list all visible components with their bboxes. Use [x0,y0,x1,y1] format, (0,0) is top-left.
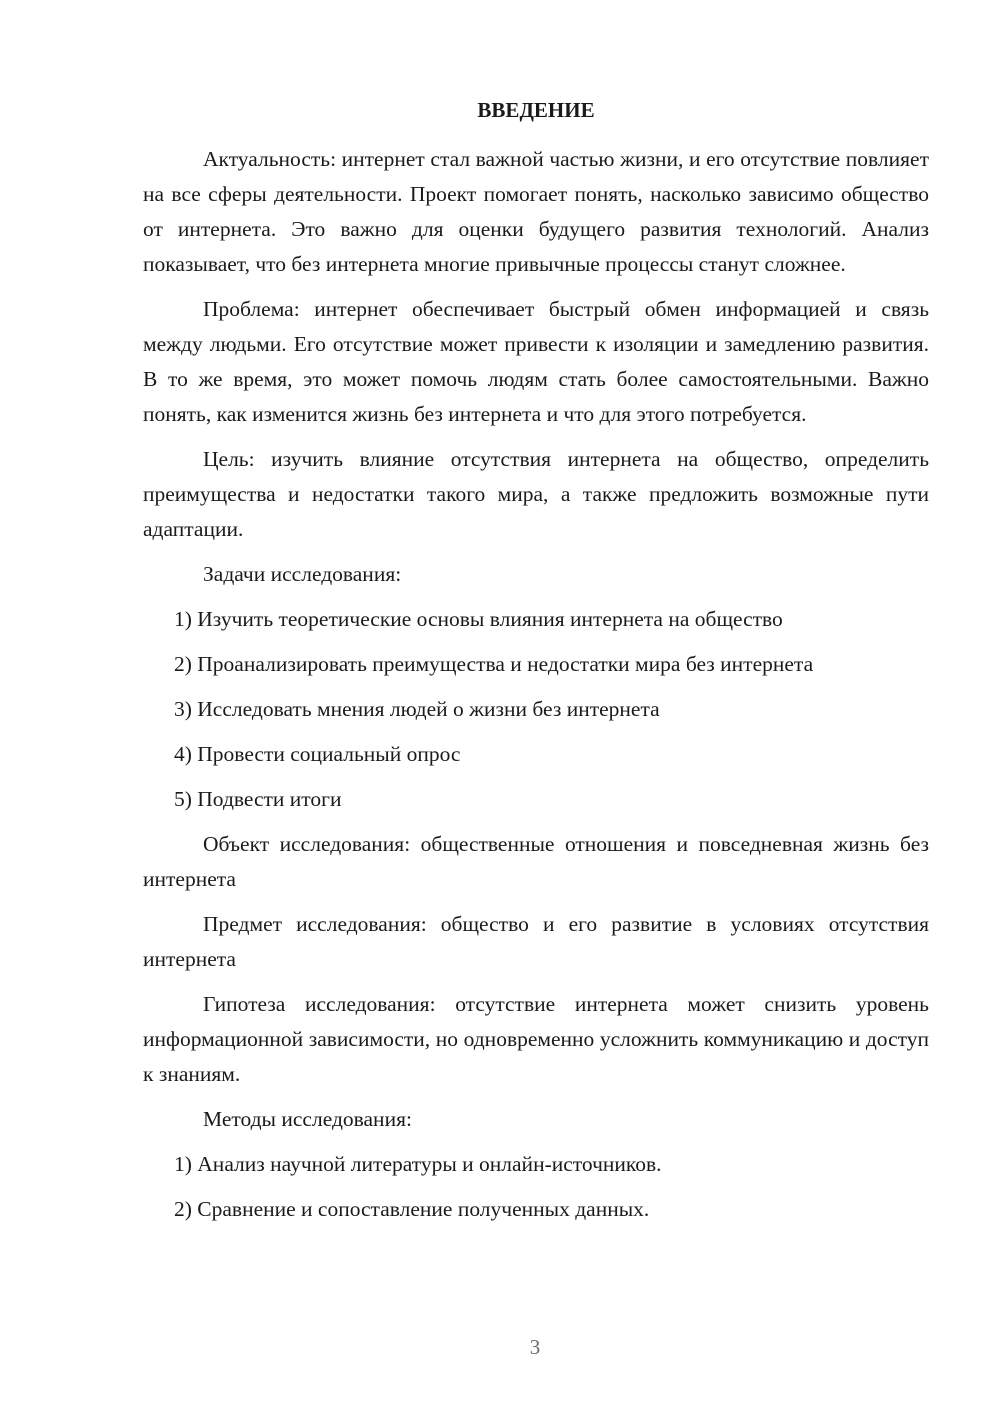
object-paragraph: Объект исследования: общественные отношения и повседневная жизнь без интернета [143,832,929,891]
hypothesis-paragraph: Гипотеза исследования: отсутствие интернета может снизить уровень информационной зависимости, но одновременно усложнить коммуникацию и доступ к знаниям. [143,992,929,1086]
task-item: 5) Подвести итоги [174,787,342,811]
problem-paragraph: Проблема: интернет обеспечивает быстрый обмен информацией и связь между людьми. Его отсутствие может привести к изоляции и замедлению развития. В то же время, это может помочь людям стать более самостоятельными. Важно понять, как изменится жизнь без интернета и что для этого потребуется. [143,297,929,426]
subject-paragraph: Предмет исследования: общество и его развитие в условиях отсутствия интернета [143,912,929,971]
relevance-paragraph: Актуальность: интернет стал важной частью жизни, и его отсутствие повлияет на все сферы деятельности. Проект помогает понять, насколько зависимо общество от интернета. Это важно для оценки будущего развития технологий. Анализ показывает, что без интернета многие привычные процессы станут сложнее. [143,147,929,276]
goal-paragraph: Цель: изучить влияние отсутствия интернета на общество, определить преимущества и недостатки такого мира, а также предложить возможные пути адаптации. [143,447,929,541]
tasks-heading: Задачи исследования: [203,562,402,586]
page-content [143,92,929,1237]
section-title: ВВЕДЕНИЕ [477,98,595,122]
task-item: 4) Провести социальный опрос [174,742,461,766]
methods-heading: Методы исследования: [203,1107,412,1131]
task-item: 3) Исследовать мнения людей о жизни без интернета [174,697,660,721]
method-item: 1) Анализ научной литературы и онлайн-источников. [174,1152,662,1176]
page-number: 3 [529,1335,541,1359]
task-item: 2) Проанализировать преимущества и недостатки мира без интернета [174,652,814,676]
task-item: 1) Изучить теоретические основы влияния интернета на общество [174,607,783,631]
method-item: 2) Сравнение и сопоставление полученных данных. [174,1197,650,1221]
